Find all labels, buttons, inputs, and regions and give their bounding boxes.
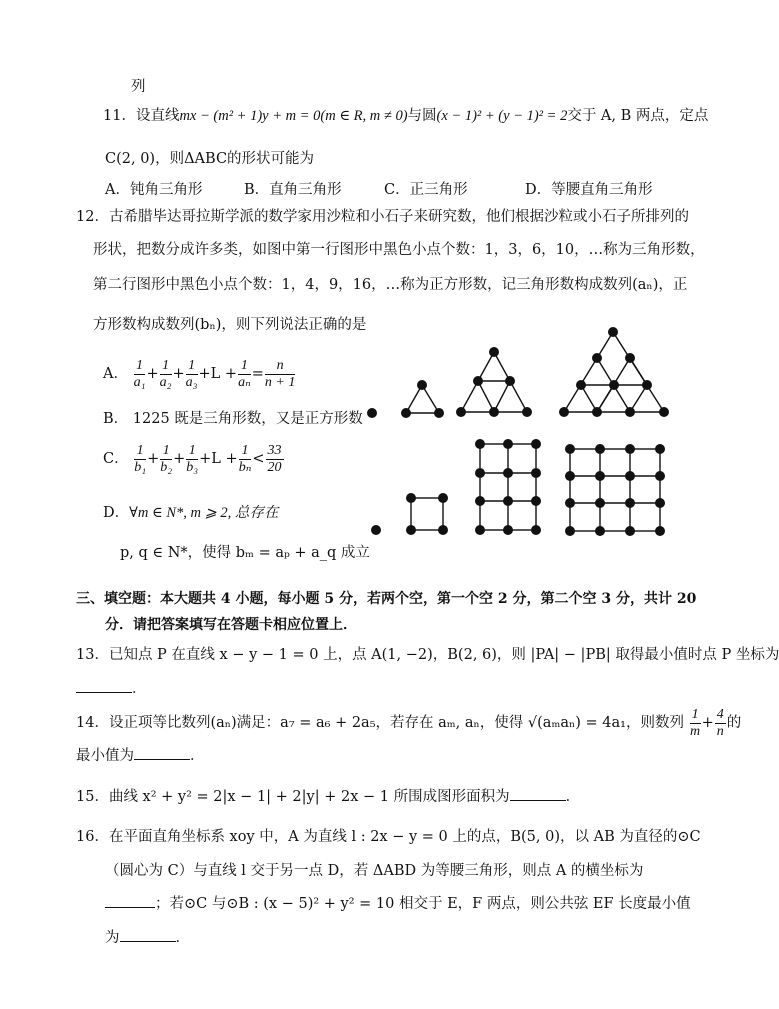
q11-option-d: D．等腰直角三角形 — [525, 182, 653, 198]
q11-option-c: C．正三角形 — [384, 182, 468, 198]
q12-option-a-rhs: $\frac{n}{n + 1}$ — [264, 357, 296, 390]
q13-line1: 13．已知点 P 在直线 x − y − 1 = 0 上，点 A(1, −2)，B(2, 6)，则 |PA| − |PB| 取得最小值时点 P 坐标为 — [76, 647, 779, 663]
q12-option-c: C． $\frac{1}{\text{b₁}}$ + $\frac{1}{\text{b₂}}$ + $\frac{1}{\text{b₃}}$ +L + $\frac{1}{\text{bₙ}}$ < $\frac{33}{20}$ — [103, 442, 282, 475]
q12-option-c-label: C． — [103, 451, 129, 467]
triangle-6-outline — [461, 352, 527, 412]
q16-line2: （圆心为 C）与直线 l 交于另一点 D，若 ΔABD 为等腰三角形，则点 A 的横坐标为 — [105, 863, 644, 879]
q11-post: 交于 A, B 两点，定点 — [567, 108, 709, 124]
q12-line2: 形状，把数分成许多类，如图中第一行图形中黑色小点个数：1，3，6，10，…称为三角形数， — [93, 242, 705, 258]
q12-option-a: A． $\frac{1}{\text{a₁}}$ + $\frac{1}{\text{a₂}}$ + $\frac{1}{\text{a₃}}$ +L + $\frac{1}{\text{aₙ}}$ = $\frac{n}{n + 1}$ — [103, 357, 296, 390]
q15-line: 15．曲线 x² + y² = 2|x − 1| + 2|y| + 2x − 1 所围成图形面积为 ． — [76, 786, 580, 807]
section3-line1: 三、填空题：本大题共 4 小题，每小题 5 分，若两个空，第一个空 2 分，第二个空 3 分，共计 20 — [76, 591, 697, 607]
q12-line3: 第二行图形中黑色小点个数：1，4，9，16，…称为正方形数，记三角形数构成数列(aₙ)，正 — [93, 277, 688, 293]
q13-line2: ． — [76, 678, 147, 699]
square-16-outline — [570, 449, 660, 531]
q16-line3: ；若⊙C 与⊙B : (x − 5)² + y² = 10 相交于 E，F 两点，则公共弦 EF 长度最小值 — [105, 893, 691, 914]
figurate-numbers-figure — [360, 318, 730, 543]
q11-line1 — [103, 106, 708, 126]
q14-frac1: $\frac{1}{m}$ — [690, 706, 701, 739]
q11-line-equation: mx − (m² + 1)y + m = 0 — [179, 108, 321, 124]
figure-dots — [367, 327, 669, 536]
q12-option-c-frac4: $\frac{1}{\text{bₙ}}$ — [238, 442, 252, 475]
q14-line2: 最小值为 ． — [76, 745, 205, 766]
q12-option-a-label: A． — [103, 366, 128, 382]
q12-option-a-frac2: $\frac{1}{\text{a₂}}$ — [159, 357, 172, 390]
q16-answer-blank-2 — [120, 927, 176, 942]
q12-line4: 方形数构成数列(bₙ)，则下列说法正确的是 — [93, 317, 367, 333]
q16-line4: 为 ． — [105, 927, 190, 948]
continued-text: 列 — [131, 79, 146, 95]
q11-circle-equation: (x − 1)² + (y − 1)² = 2 — [436, 108, 568, 124]
q12-option-a-frac1: $\frac{1}{\text{a₁}}$ — [133, 357, 146, 390]
q12-option-a-frac4: $\frac{1}{\text{aₙ}}$ — [238, 357, 251, 390]
q11-mid: 与圆 — [407, 108, 437, 124]
q11-pre: 设直线 — [135, 108, 180, 124]
q12-option-d-line2: p, q ∈ N*，使得 bₘ = aₚ + a_q 成立 — [120, 545, 370, 561]
q14-frac2: $\frac{4}{n}$ — [716, 706, 724, 739]
q14-answer-blank — [134, 745, 190, 760]
triangle-1-dot — [367, 408, 377, 418]
q12-option-c-frac2: $\frac{1}{\text{b₂}}$ — [160, 442, 173, 475]
triangle-10-outline — [564, 332, 664, 412]
q12-line1 — [76, 207, 689, 227]
q11-line2: C(2, 0)，则ΔABC的形状可能为 — [105, 151, 315, 167]
q12-option-d-line1 — [103, 503, 278, 523]
q12-text1: 古希腊毕达哥拉斯学派的数学家用沙粒和小石子来研究数，他们根据沙粒或小石子所排列的 — [108, 209, 689, 225]
q14-text: 14．设正项等比数列(aₙ)满足：a₇ = a₆ + 2a₅，若存在 aₘ, aₙ，使得 √(aₘaₙ) = 4a₁，则数列 — [76, 715, 684, 731]
q15-answer-blank — [510, 786, 566, 801]
section3-line2: 分．请把答案填写在答题卡相应位置上． — [105, 617, 357, 633]
q16-line1: 16．在平面直角坐标系 xoy 中，A 为直线 l : 2x − y = 0 上的点，B(5, 0)，以 AB 为直径的⊙C — [76, 829, 701, 845]
q12-option-c-frac3: $\frac{1}{\text{b₃}}$ — [186, 442, 199, 475]
q14-line1: 14．设正项等比数列(aₙ)满足：a₇ = a₆ + 2a₅，若存在 aₘ, aₙ，使得 √(aₘaₙ) = 4a₁，则数列 $\frac{1}{m}$ + $\frac{4}{n}$ 的 — [76, 706, 742, 739]
q12-option-d-label: D． — [103, 505, 130, 521]
q16-answer-blank-1 — [105, 893, 155, 908]
q12-option-d-text1: ∀m ∈ N*, m ⩾ 2, 总存在 — [129, 505, 279, 521]
square-1-dot — [371, 525, 381, 535]
q11-condition: (m ∈ R, m ≠ 0) — [320, 108, 408, 124]
q12-option-c-frac1: $\frac{1}{\text{b₁}}$ — [134, 442, 147, 475]
q11-option-b: B．直角三角形 — [244, 182, 342, 198]
q12-option-b: B． 1225 既是三角形数，又是正方形数 — [103, 411, 363, 427]
q11-option-a: A．钝角三角形 — [105, 182, 203, 198]
q12-option-c-rhs: $\frac{33}{20}$ — [267, 442, 282, 475]
square-4-outline — [411, 498, 443, 530]
q12-option-a-frac3: $\frac{1}{\text{a₃}}$ — [185, 357, 198, 390]
q13-answer-blank — [76, 678, 132, 693]
q12-number: 12． — [76, 209, 109, 225]
q11-number: 11． — [103, 108, 136, 124]
